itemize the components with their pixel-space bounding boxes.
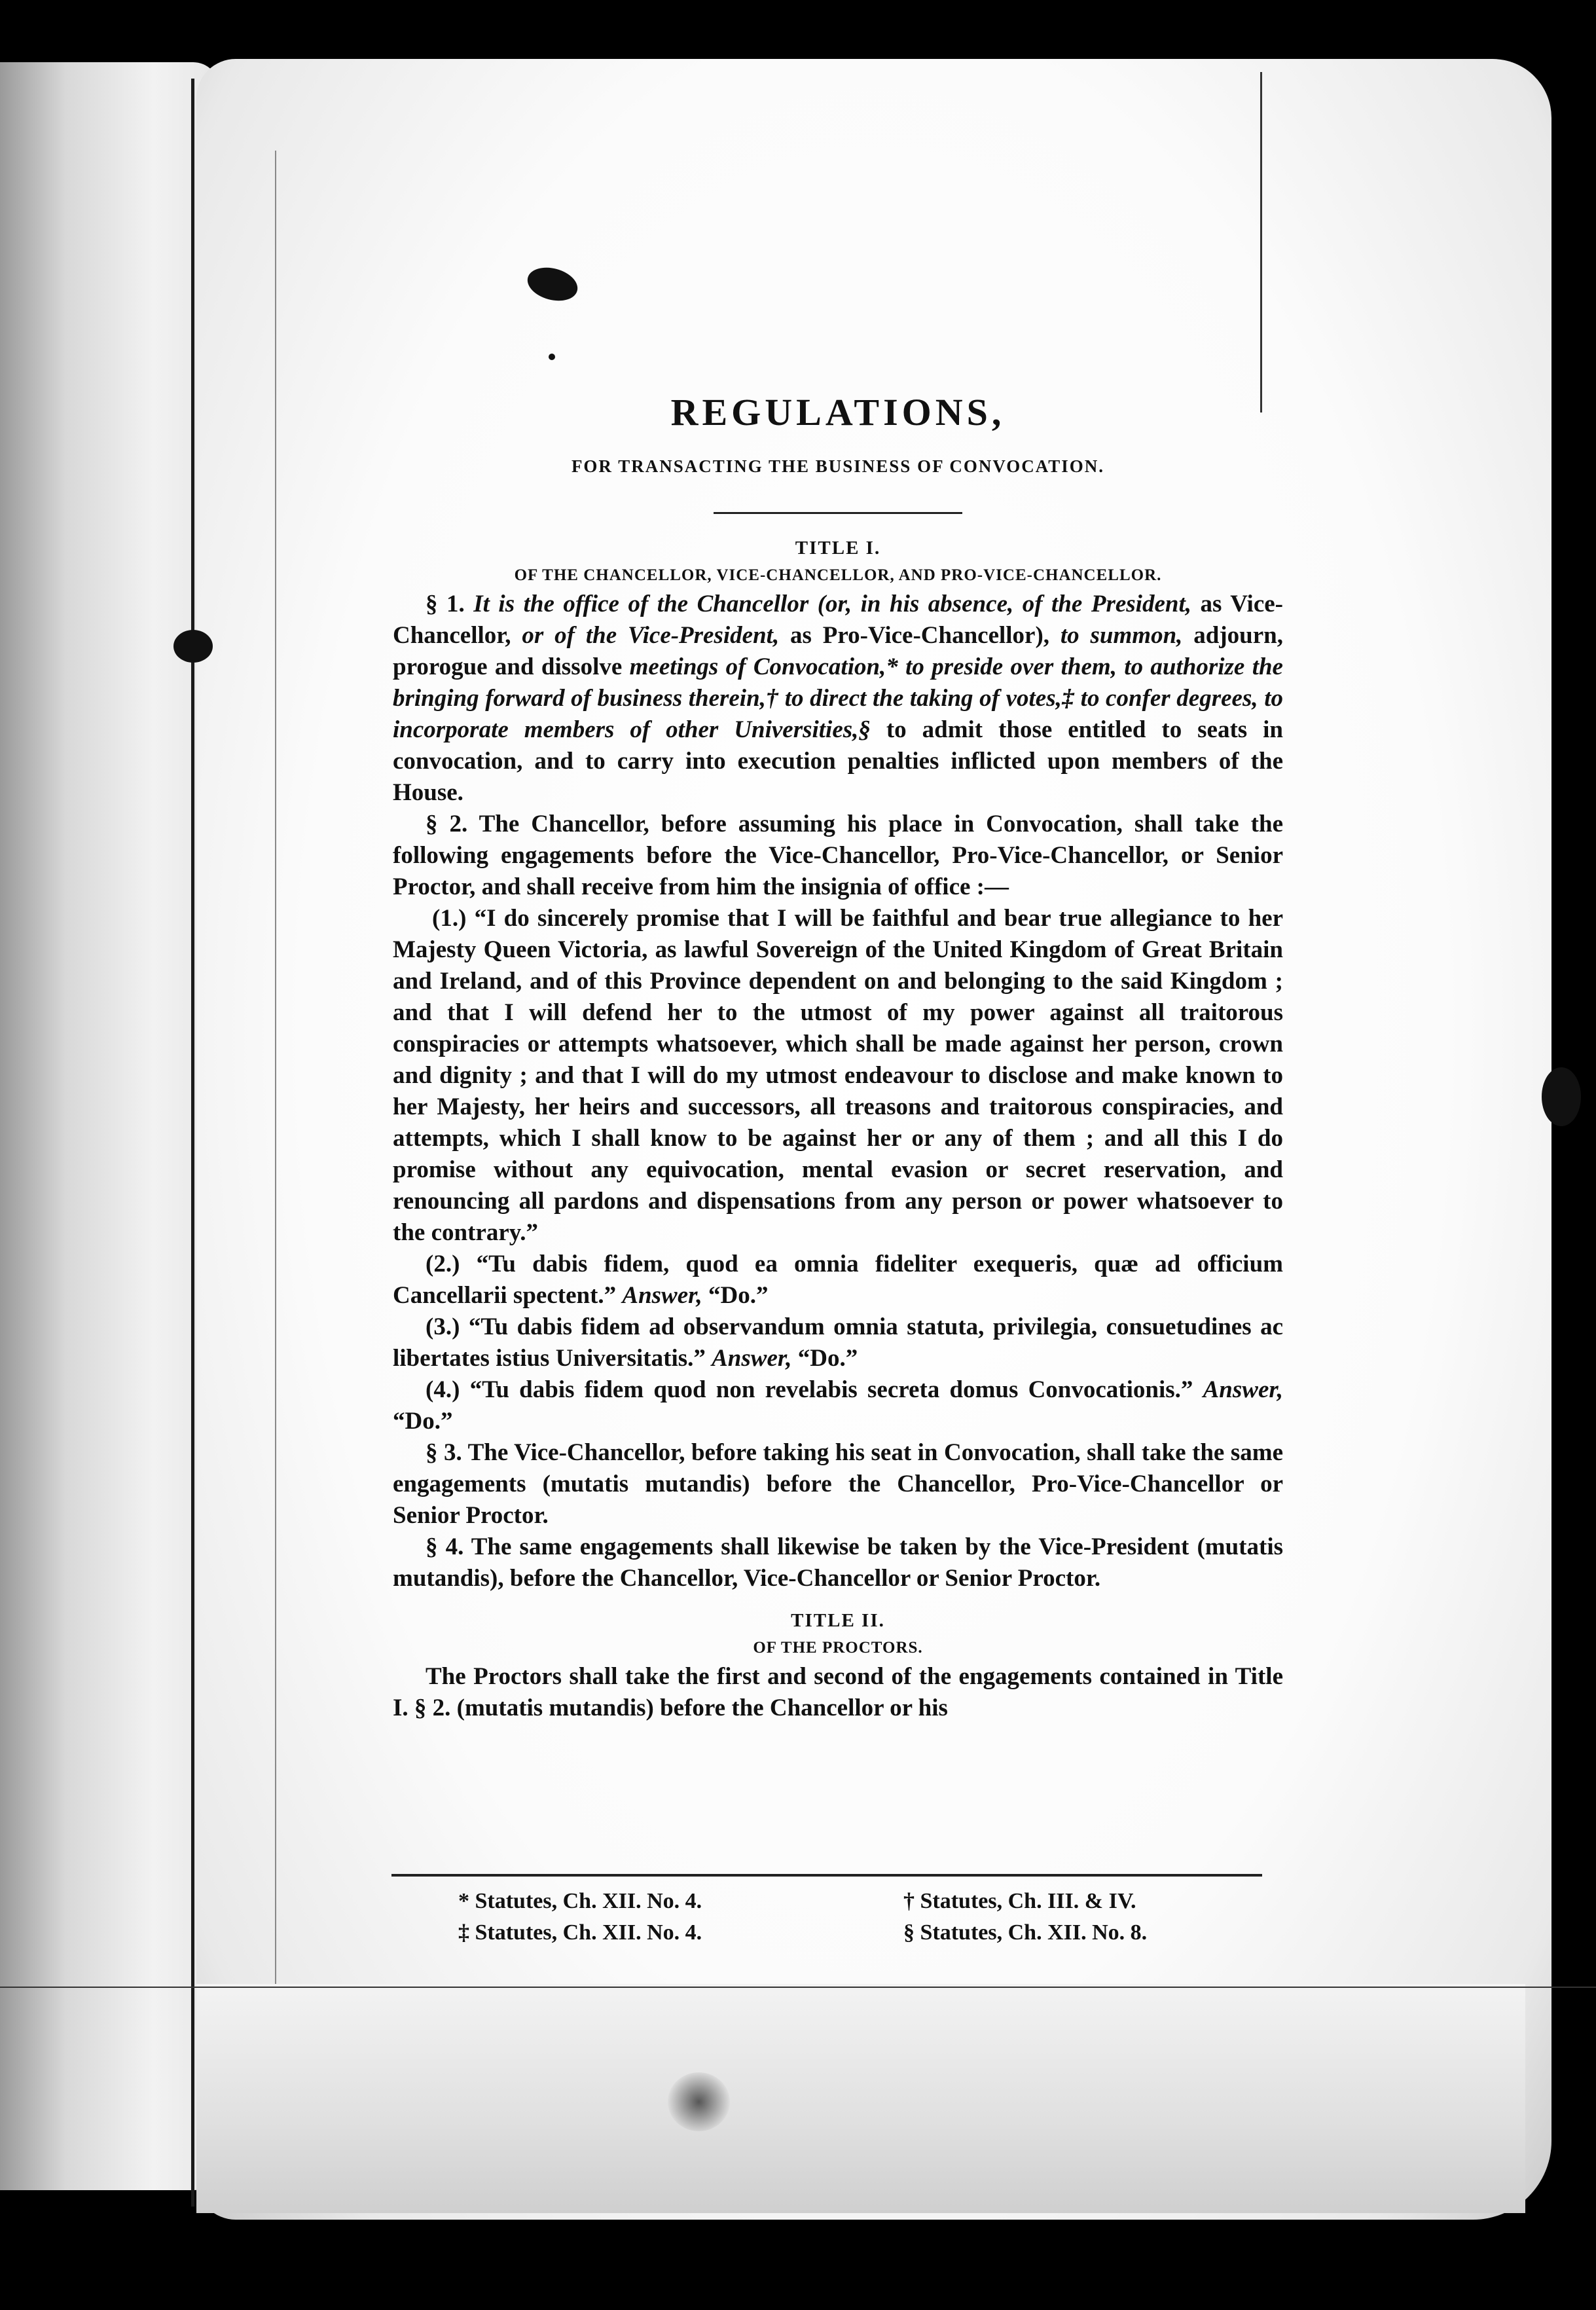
- engagement-4-paragraph: [393, 1374, 1283, 1437]
- section-1-italic-7: meetings of Convocation,* to preside over them, to authorize the bringing forward of business therein,† to direct the taking of votes,‡ to confer degrees, to incorporate members of other Universities,§: [393, 653, 1283, 743]
- section-4-paragraph: § 4. The same engagements shall likewise be taken by the Vice-President (mutatis mutandis), before the Chancellor, Vice-Chancellor or Senior Proctor.: [393, 1533, 1283, 1592]
- ink-speck: [549, 354, 555, 360]
- footnote-dagger: † Statutes, Ch. III. & IV.: [903, 1889, 1136, 1913]
- footnote-section: § Statutes, Ch. XII. No. 8.: [903, 1920, 1148, 1945]
- title-2-number: TITLE II.: [791, 1610, 885, 1631]
- section-1-italic-1: It is the office of the Chancellor (or, in his absence, of the President,: [473, 591, 1191, 617]
- section-1-text-8: to admit those entitled to seats in convocation, and to carry into execution penalties inflicted upon members of the House.: [393, 716, 1283, 806]
- section-1-text-6: adjourn, prorogue and dissolve: [393, 622, 1283, 680]
- document-body: [393, 386, 1283, 1724]
- engagement-3-answer: “Do.”: [791, 1345, 858, 1372]
- section-1-text-4: as Pro-Vice-Chancellor),: [779, 622, 1061, 649]
- section-1-mark: § 1.: [426, 591, 465, 617]
- engagement-1-paragraph: (1.) “I do sincerely promise that I will be faithful and bear true allegiance to her Majesty Queen Victoria, as lawful Sovereign of the United Kingdom of Great Britain and Ireland, and of this Province dependent on and belonging to the said Kingdom ; and that I will defend her to the utmost of my power against all traitorous conspiracies or attempts whatsoever, which shall be made against her person, crown and dignity ; and that I will do my utmost endeavour to disclose and make known to her Majesty, her heirs and successors, all treasons and traitorous conspiracies, and attempts, which I shall know to be against her or any of them ; and all this I do promise without any equivocation, mental evasion or secret reservation, and renouncing all pardons and dispensations from any person or power whatsoever to the contrary.”: [393, 905, 1283, 1246]
- section-2-paragraph: § 2. The Chancellor, before assuming his place in Convocation, shall take the following engagements before the Vice-Chancellor, Pro-Vice-Chancellor, or Senior Proctor, and shall receive from him the insignia of office :—: [393, 811, 1283, 900]
- engagement-4-answer-label: Answer,: [1203, 1376, 1283, 1403]
- footnote-asterisk: * Statutes, Ch. XII. No. 4.: [458, 1889, 702, 1913]
- proctors-paragraph: The Proctors shall take the first and second of the engagements contained in Title I. § 2. (mutatis mutandis) before the Chancellor or his: [393, 1663, 1283, 1721]
- footnotes-left-column: [458, 1886, 702, 1949]
- page-subtitle: FOR TRANSACTING THE BUSINESS OF CONVOCATION.: [571, 456, 1105, 476]
- binding-mark: [1542, 1067, 1581, 1126]
- engagement-3-text: (3.) “Tu dabis fidem ad observandum omnia statuta, privilegia, consuetudines ac libertates istius Universitatis.”: [393, 1313, 1283, 1372]
- page-bottom-margin: [196, 1984, 1525, 2213]
- gutter-line: [191, 79, 194, 2207]
- binding-mark: [173, 630, 213, 663]
- engagement-2-paragraph: [393, 1249, 1283, 1311]
- title-divider: [714, 512, 962, 514]
- scan-edge-line: [0, 1987, 1596, 1988]
- title-1-number: TITLE I.: [795, 538, 881, 559]
- section-1-text-2: as Vice-Chancellor,: [393, 591, 1283, 649]
- footnotes-right-column: [903, 1886, 1147, 1949]
- gutter-shadow-line: [275, 151, 276, 1984]
- scan-smudge: [668, 2072, 730, 2131]
- engagement-2-answer-label: Answer,: [622, 1282, 702, 1309]
- engagement-4-answer: “Do.”: [393, 1408, 453, 1435]
- engagement-2-text: (2.) “Tu dabis fidem, quod ea omnia fideliter exequeris, quæ ad officium Cancellarii spectent.”: [393, 1251, 1283, 1309]
- title-1-name: OF THE CHANCELLOR, VICE-CHANCELLOR, AND PRO-VICE-CHANCELLOR.: [514, 566, 1162, 584]
- title-2-name: OF THE PROCTORS.: [753, 1639, 923, 1657]
- section-1-italic-3: or of the Vice-President,: [522, 622, 780, 649]
- margin-line: [1260, 72, 1262, 412]
- section-1-paragraph: [393, 589, 1283, 809]
- page-title: REGULATIONS,: [670, 391, 1006, 433]
- facing-page-edge: [0, 62, 219, 2190]
- engagement-3-answer-label: Answer,: [712, 1345, 792, 1372]
- section-1-italic-5: to summon,: [1060, 622, 1183, 649]
- section-3-paragraph: § 3. The Vice-Chancellor, before taking his seat in Convocation, shall take the same engagements (mutatis mutandis) before the Chancellor, Pro-Vice-Chancellor or Senior Proctor.: [393, 1439, 1283, 1529]
- engagement-2-answer: “Do.”: [702, 1282, 769, 1309]
- engagement-4-text: (4.) “Tu dabis fidem quod non revelabis secreta domus Convocationis.”: [426, 1376, 1203, 1403]
- footnote-double-dagger: ‡ Statutes, Ch. XII. No. 4.: [458, 1920, 702, 1945]
- engagement-3-paragraph: [393, 1311, 1283, 1374]
- footnote-rule: [391, 1874, 1262, 1877]
